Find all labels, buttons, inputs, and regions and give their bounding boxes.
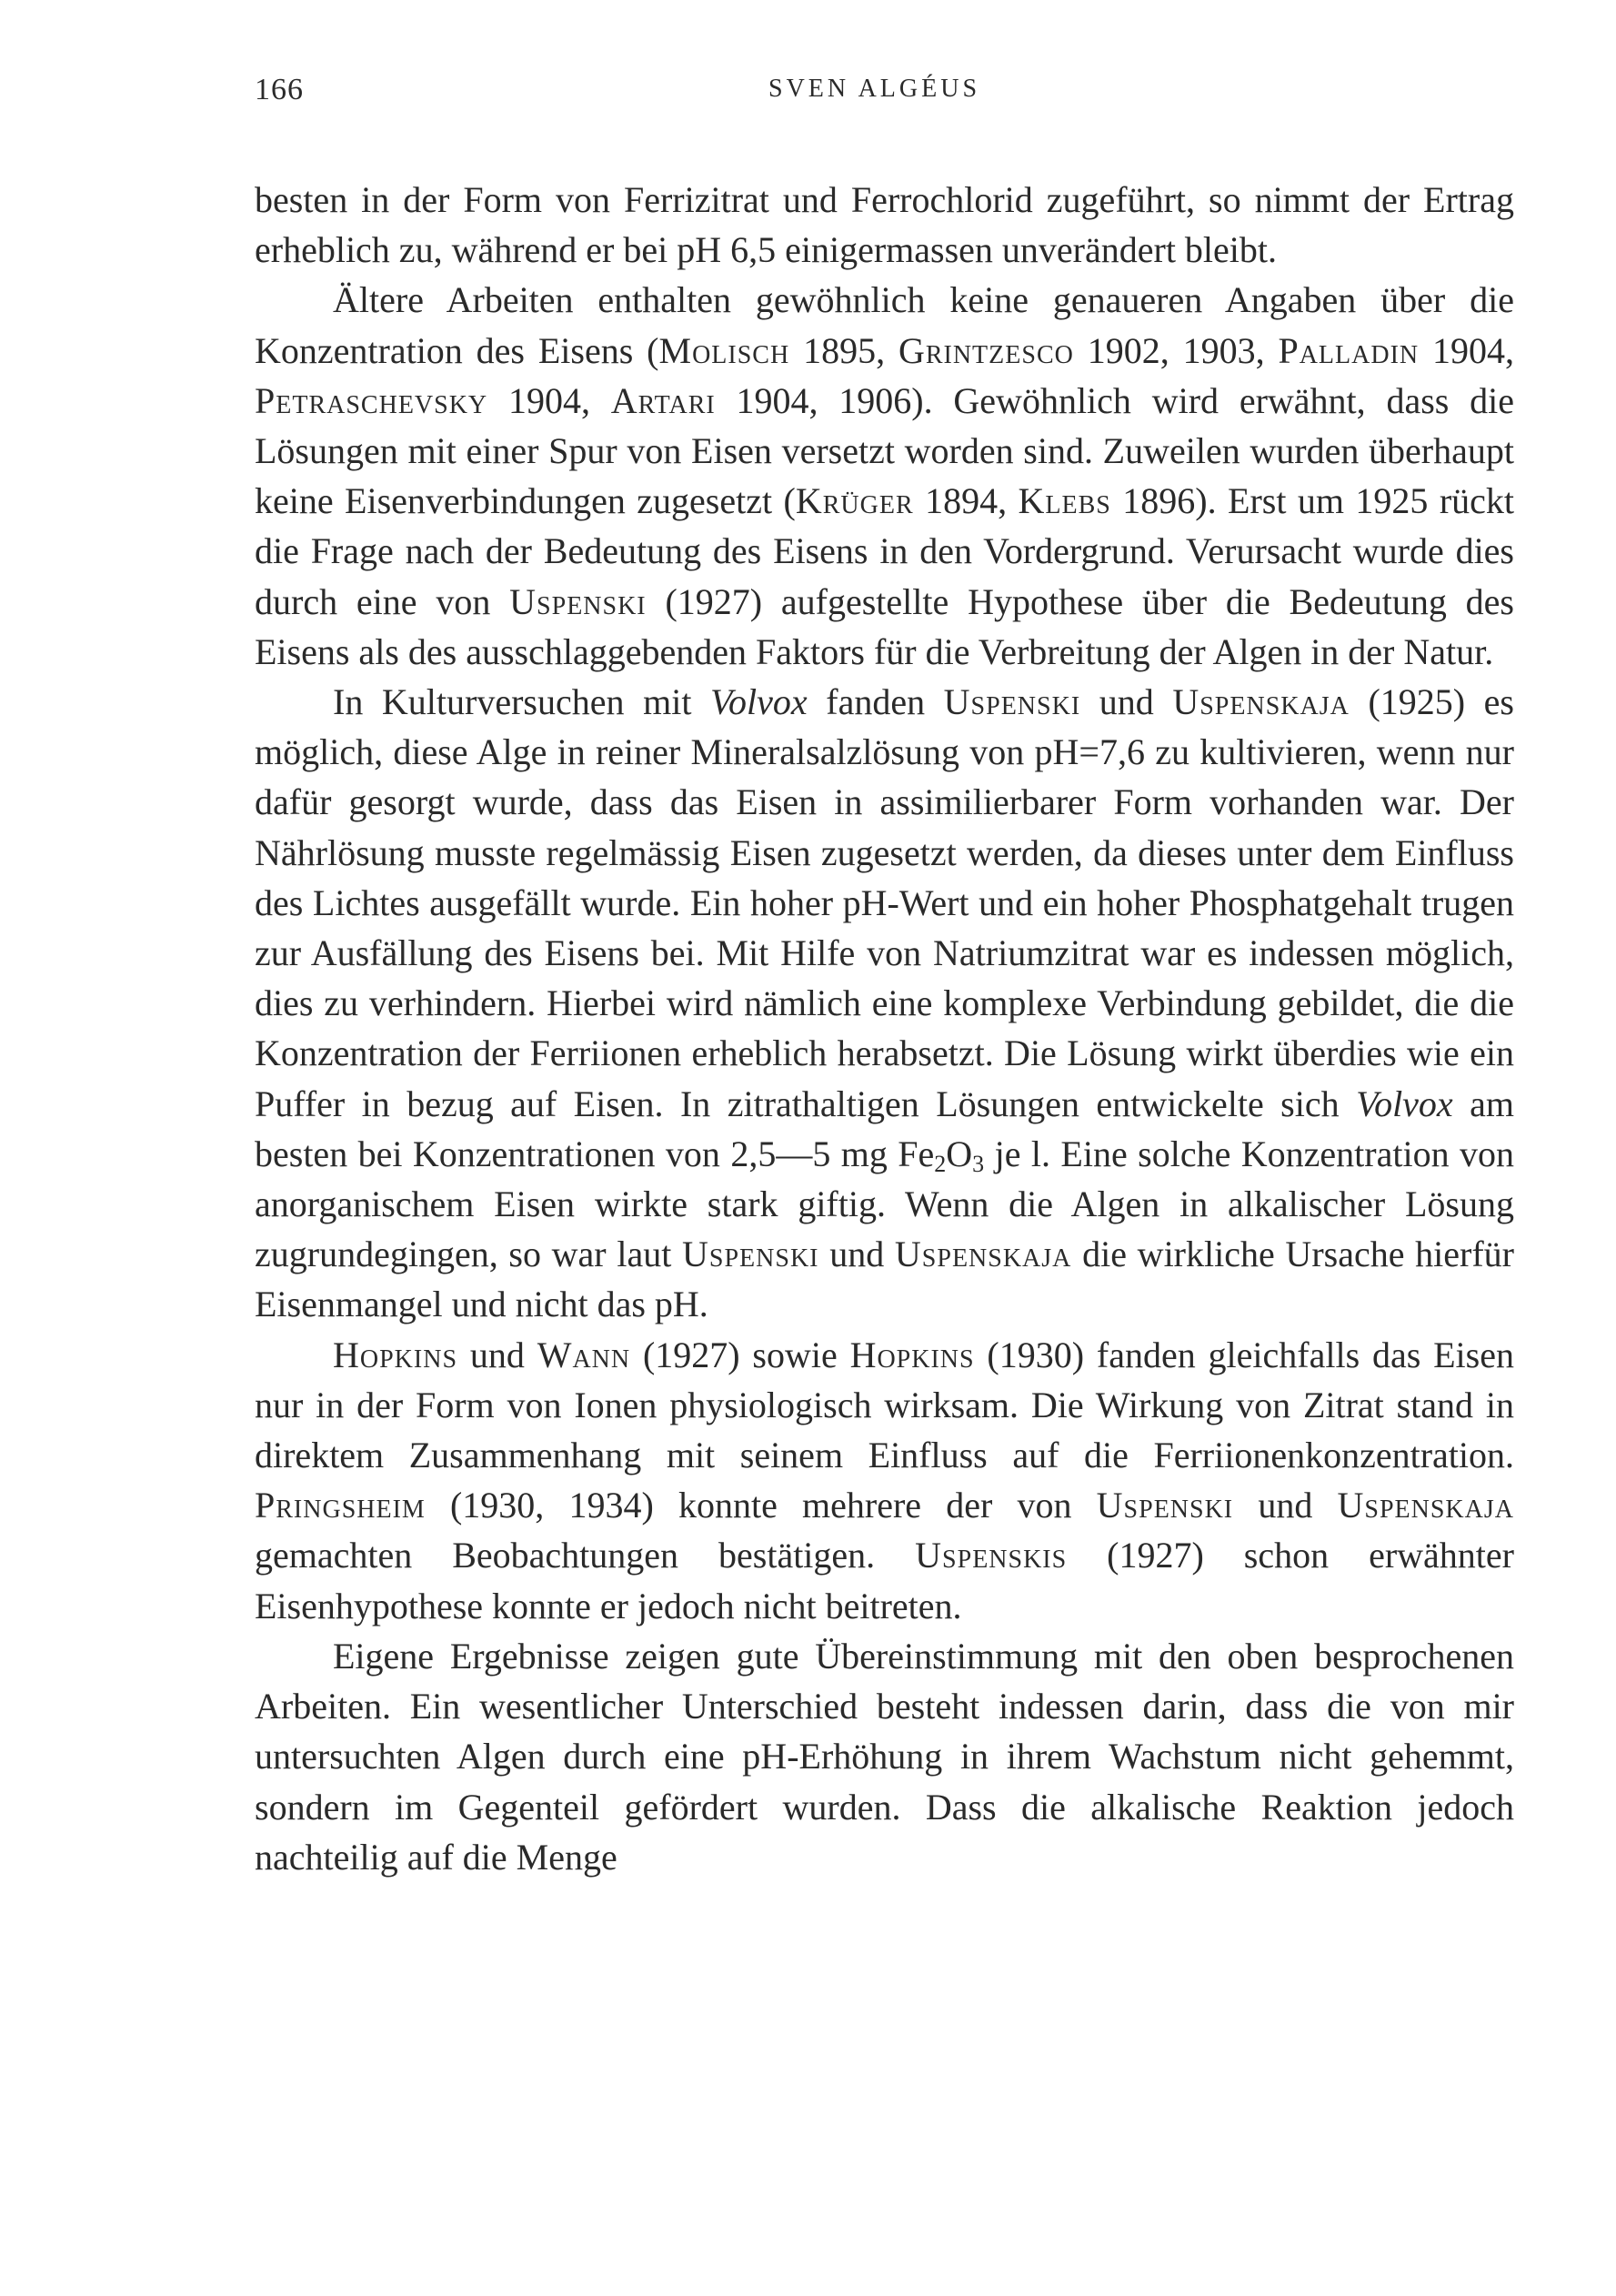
page <box>255 73 1514 1882</box>
text-run: (1930) fanden gleichfalls das Eisen nur in der Form von Ionen physiologisch wirksam. Die Wirkung von Zitrat stand in direktem Zusammenhang mit seinem Einfluss auf die Ferriionenkonzentration. <box>255 1334 1514 1476</box>
text-run: 1904, <box>1419 329 1515 371</box>
text-run: (1930, 1934) konnte mehrere der von <box>425 1485 1097 1526</box>
text-run: Eigene Ergebnisse zeigen gute Übereinstimmung mit den oben besprochenen Arbeiten. Ein wesentlicher Unterschied besteht indessen darin, dass die von mir untersuchten Algen durch eine pH-Erhöhung in ihrem Wachstum nicht gehemmt, sondern im Gegenteil gefördert wurden. Dass die alkalische Reaktion jedoch nachteilig auf die Menge <box>255 1635 1514 1878</box>
author-name: Uspenski <box>682 1234 819 1275</box>
author-name: Uspenskaja <box>894 1234 1072 1275</box>
author-name: Krüger <box>795 480 914 522</box>
text-run: 1902, 1903, <box>1073 329 1279 371</box>
text-run: 1904, 1906). Gewöhnlich wird erwähnt, dass die Lösungen mit einer Spur von Eisen versetzt worden sind. Zuweilen wurden überhaupt keine Eisenverbindungen zugesetzt ( <box>255 379 1515 522</box>
text-run: am besten bei Konzentrationen von 2,5—5 mg Fe <box>255 1083 1514 1174</box>
author-name: Uspenskaja <box>1337 1485 1514 1526</box>
text-run: O <box>946 1133 973 1174</box>
text-run: je l. Eine solche Konzentration von anorganischem Eisen wirkte stark giftig. Wenn die Algen in alkalischer Lösung zugrundegingen, so war laut <box>255 1133 1514 1275</box>
text-run: 1895, <box>789 329 898 371</box>
text-run: Ältere Arbeiten enthalten gewöhnlich keine genaueren Angaben über die Konzentration des Eisens ( <box>255 279 1514 371</box>
text-run: fanden <box>807 681 944 723</box>
text-run: (1927) aufgestellte Hypothese über die Bedeutung des Eisens als des ausschlaggebenden Faktors für die Verbreitung der Algen in der Natur. <box>255 580 1514 672</box>
page-number: 166 <box>255 73 304 106</box>
text-run: (1927) sowie <box>630 1334 850 1375</box>
text-run: und <box>457 1334 537 1375</box>
paragraph <box>255 275 1514 677</box>
text-run: 1894, <box>913 480 1019 522</box>
paragraph <box>255 175 1514 275</box>
author-name: Wann <box>537 1334 631 1375</box>
text-run: gemachten Beobachtungen bestätigen. <box>255 1535 916 1576</box>
author-name: Uspenski <box>1096 1485 1234 1526</box>
text-run: 1896). Erst um 1925 rückt die Frage nach der Bedeutung des Eisens in den Vordergrund. Verursacht wurde dies durch eine von <box>255 480 1515 622</box>
text-run: und <box>1233 1485 1338 1526</box>
author-name: Hopkins <box>849 1334 975 1375</box>
author-name: Uspenskis <box>915 1535 1068 1576</box>
author-name: Palladin <box>1278 329 1420 371</box>
paragraph <box>255 1631 1514 1882</box>
text-run: (1927) schon erwähnter Eisenhypothese konnte er jedoch nicht beitreten. <box>255 1535 1514 1626</box>
text-run: In Kulturversuchen mit <box>333 681 711 723</box>
running-head <box>255 73 1514 127</box>
author-name: Grintzesco <box>898 329 1074 371</box>
subscript: 3 <box>972 1150 985 1177</box>
author-name: Molisch <box>658 329 790 371</box>
running-title: SVEN ALGÉUS <box>768 75 981 103</box>
text-run: und <box>1080 681 1173 723</box>
text-run: die wirkliche Ursache hierfür Eisenmangel und nicht das pH. <box>255 1234 1514 1325</box>
author-name: Uspenskaja <box>1172 681 1350 723</box>
author-name: Pringsheim <box>255 1485 426 1526</box>
author-name: Petraschevsky <box>255 379 488 421</box>
author-name: Hopkins <box>333 1334 458 1375</box>
text-run: (1925) es möglich, diese Alge in reiner Mineralsalzlösung von pH=7,6 zu kultivieren, wenn nur dafür gesorgt wurde, dass das Eisen in assimilierbarer Form vorhanden war. Der Nährlösung musste regelmässig Eisen zugesetzt werden, da dieses unter dem Einfluss des Lichtes ausgefällt wurde. Ein hoher pH-Wert und ein hoher Phosphatgehalt trugen zur Ausfällung des Eisens bei. Mit Hilfe von Natriumzitrat war es indessen möglich, dies zu verhindern. Hierbei wird nämlich eine komplexe Verbindung gebildet, die die Konzentration der Ferriionen erheblich herabsetzt. Die Lösung wirkt überdies wie ein Puffer in bezug auf Eisen. In zitrathaltigen Lösungen entwickelte sich <box>255 681 1514 1124</box>
text-run: und <box>818 1234 895 1275</box>
text-run: besten in der Form von Ferrizitrat und Ferrochlorid zugeführt, so nimmt der Ertrag erheblich zu, während er bei pH 6,5 einigermassen unverändert bleibt. <box>255 179 1514 271</box>
paragraph <box>255 677 1514 1330</box>
taxon-name: Volvox <box>1356 1083 1453 1124</box>
author-name: Uspenski <box>509 580 647 622</box>
subscript: 2 <box>934 1150 947 1177</box>
text-run: 1904, <box>487 379 611 421</box>
author-name: Klebs <box>1018 480 1111 522</box>
paragraph <box>255 1330 1514 1631</box>
taxon-name: Volvox <box>710 681 808 723</box>
author-name: Uspenski <box>943 681 1081 723</box>
author-name: Artari <box>610 379 716 421</box>
body-text <box>255 175 1514 1882</box>
